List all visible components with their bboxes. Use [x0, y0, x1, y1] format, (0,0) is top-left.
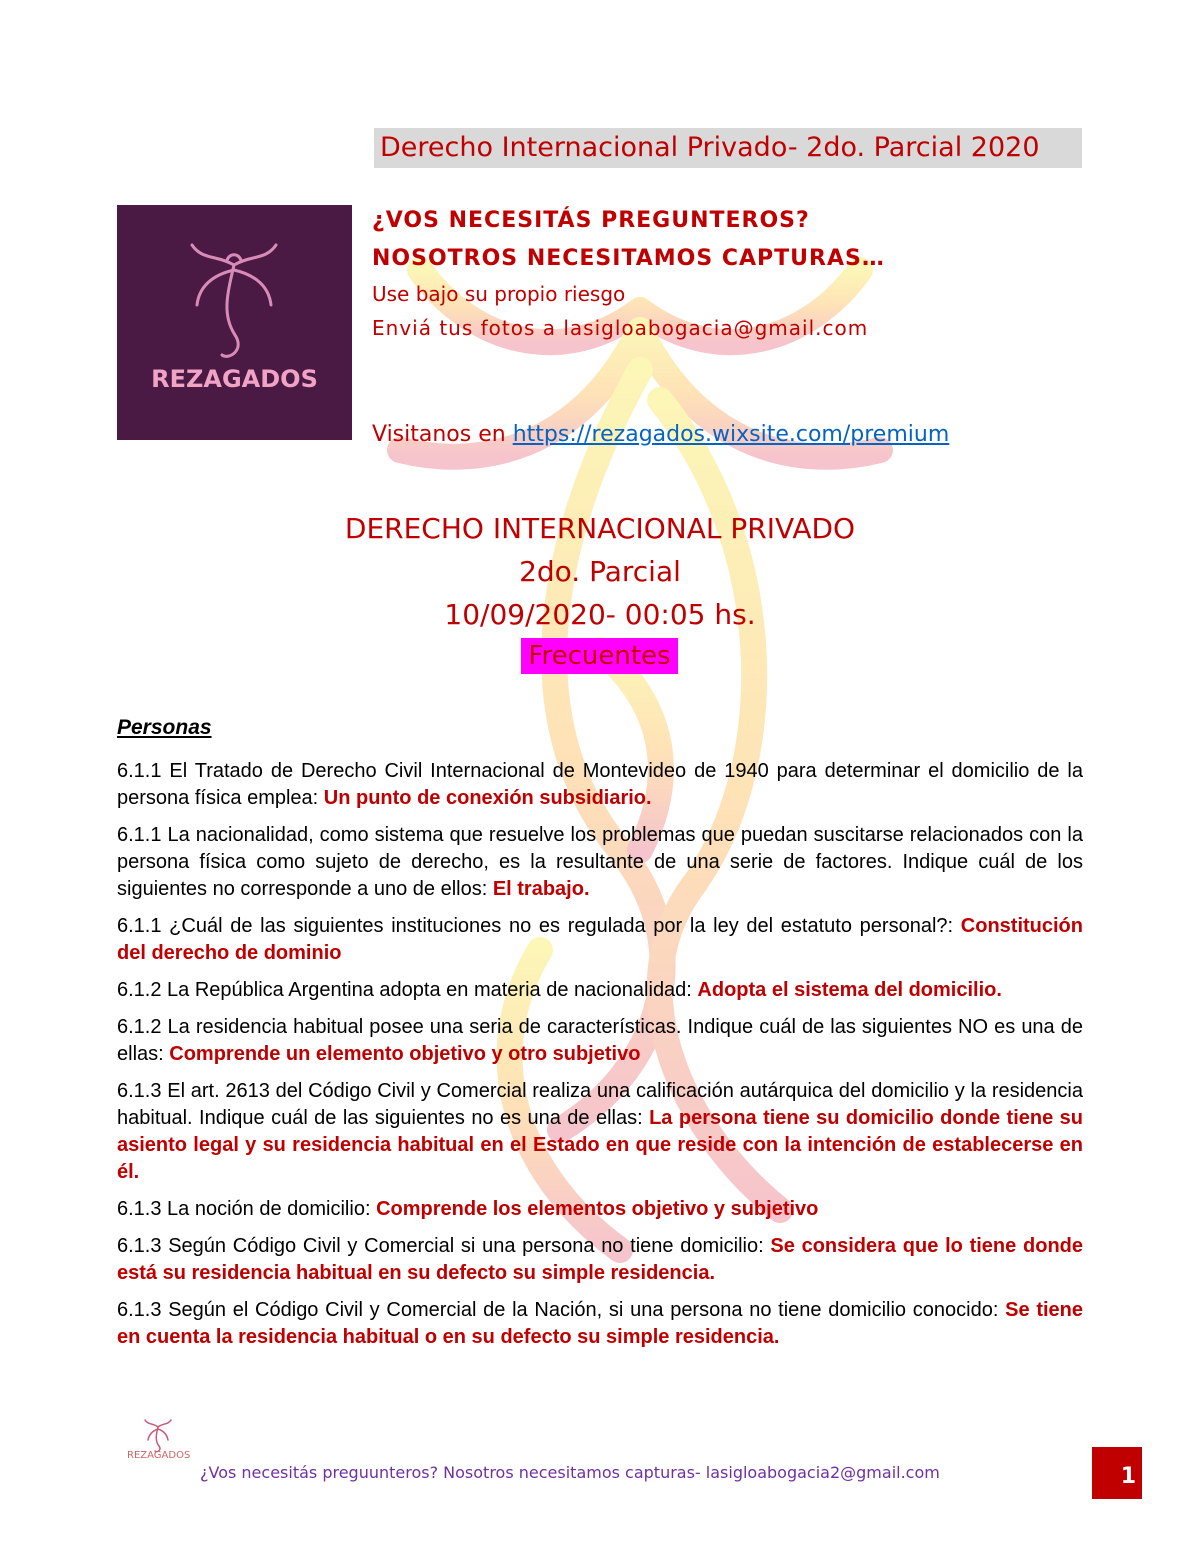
answer: Un punto de conexión subsidiario. — [323, 787, 652, 809]
promo-headline-1: ¿VOS NECESITÁS PREGUNTEROS? — [372, 208, 810, 233]
question-item: 6.1.3 La noción de domicilio: Comprende los elementos objetivo y subjetivo — [117, 1198, 819, 1220]
question-list — [117, 758, 1083, 1361]
promo-email-line: Enviá tus fotos a lasigloabogacia@gmail.com — [372, 316, 869, 340]
question-item: 6.1.3 El art. 2613 del Código Civil y Comercial realiza una calificación autárquica del domicilio y la residencia habitual. Indique cuál de las siguientes no es una de ellas: La persona tiene su domicilio donde tiene su asiento legal y su residencia habitual en el Estado en que reside con la intención de establecerse en él. — [117, 1080, 1083, 1183]
answer: Comprende un elemento objetivo y otro subjetivo — [169, 1043, 641, 1065]
exam-name: 2do. Parcial — [519, 555, 681, 588]
answer: Adopta el sistema del domicilio. — [697, 979, 1002, 1001]
frequent-tag: Frecuentes — [521, 638, 678, 674]
exam-datetime: 10/09/2020- 00:05 hs. — [444, 598, 756, 631]
promo-disclaimer: Use bajo su propio riesgo — [372, 282, 626, 306]
phoenix-icon — [117, 215, 352, 375]
promo-visit-line — [372, 422, 949, 447]
question-item: 6.1.1 ¿Cuál de las siguientes instituciones no es regulada por la ley del estatuto personal?: Constitución del derecho de dominio — [117, 915, 1083, 964]
question-item: 6.1.2 La residencia habitual posee una seria de características. Indique cuál de las siguientes NO es una de ellas: Comprende un elemento objetivo y otro subjetivo — [117, 1016, 1083, 1065]
question-item: 6.1.1 La nacionalidad, como sistema que resuelve los problemas que puedan suscitarse relacionados con la persona física como sujeto de derecho, es la resultante de una serie de factores. Indique cuál de los siguientes no corresponde a uno de ellos: El trabajo. — [117, 824, 1083, 900]
question-item: 6.1.1 El Tratado de Derecho Civil Internacional de Montevideo de 1940 para determinar el domicilio de la persona física emplea: Un punto de conexión subsidiario. — [117, 760, 1083, 809]
question-item: 6.1.3 Según Código Civil y Comercial si una persona no tiene domicilio: Se considera que lo tiene donde está su residencia habitual en su defecto su simple residencia. — [117, 1235, 1083, 1284]
footer-logo-label: REZAGADOS — [127, 1450, 191, 1461]
answer: El trabajo. — [492, 878, 590, 900]
promo-headline-2: NOSOTROS NECESITAMOS CAPTURAS… — [372, 246, 885, 271]
answer: La persona tiene su domicilio donde tiene su asiento legal y su residencia habitual en el Estado en que reside con la intención de establecerse en él. — [117, 1107, 1083, 1183]
answer: Constitución del derecho de dominio — [117, 915, 1083, 964]
visit-prefix: Visitanos en — [372, 422, 513, 447]
answer: Se considera que lo tiene donde está su residencia habitual en su defecto su simple residencia. — [117, 1235, 1083, 1284]
section-title: Personas — [117, 716, 212, 739]
premium-site-link[interactable]: https://rezagados.wixsite.com/premium — [512, 422, 950, 447]
rezagados-logo — [117, 205, 352, 440]
answer: Comprende los elementos objetivo y subjetivo — [376, 1198, 819, 1220]
exam-subject: DERECHO INTERNACIONAL PRIVADO — [344, 512, 856, 545]
logo-label: REZAGADOS — [151, 365, 318, 393]
footer-text: ¿Vos necesitás preguunteros? Nosotros necesitamos capturas- lasigloabogacia2@gmail.com — [200, 1463, 940, 1482]
question-item: 6.1.2 La República Argentina adopta en materia de nacionalidad: Adopta el sistema del domicilio. — [117, 979, 1002, 1001]
page-number: 1 — [1092, 1447, 1142, 1499]
document-header-title: Derecho Internacional Privado- 2do. Parcial 2020 — [374, 128, 1082, 168]
answer: Se tiene en cuenta la residencia habitual o en su defecto su simple residencia. — [117, 1299, 1083, 1348]
question-item: 6.1.3 Según el Código Civil y Comercial de la Nación, si una persona no tiene domicilio conocido: Se tiene en cuenta la residencia habitual o en su defecto su simple residencia. — [117, 1299, 1083, 1348]
